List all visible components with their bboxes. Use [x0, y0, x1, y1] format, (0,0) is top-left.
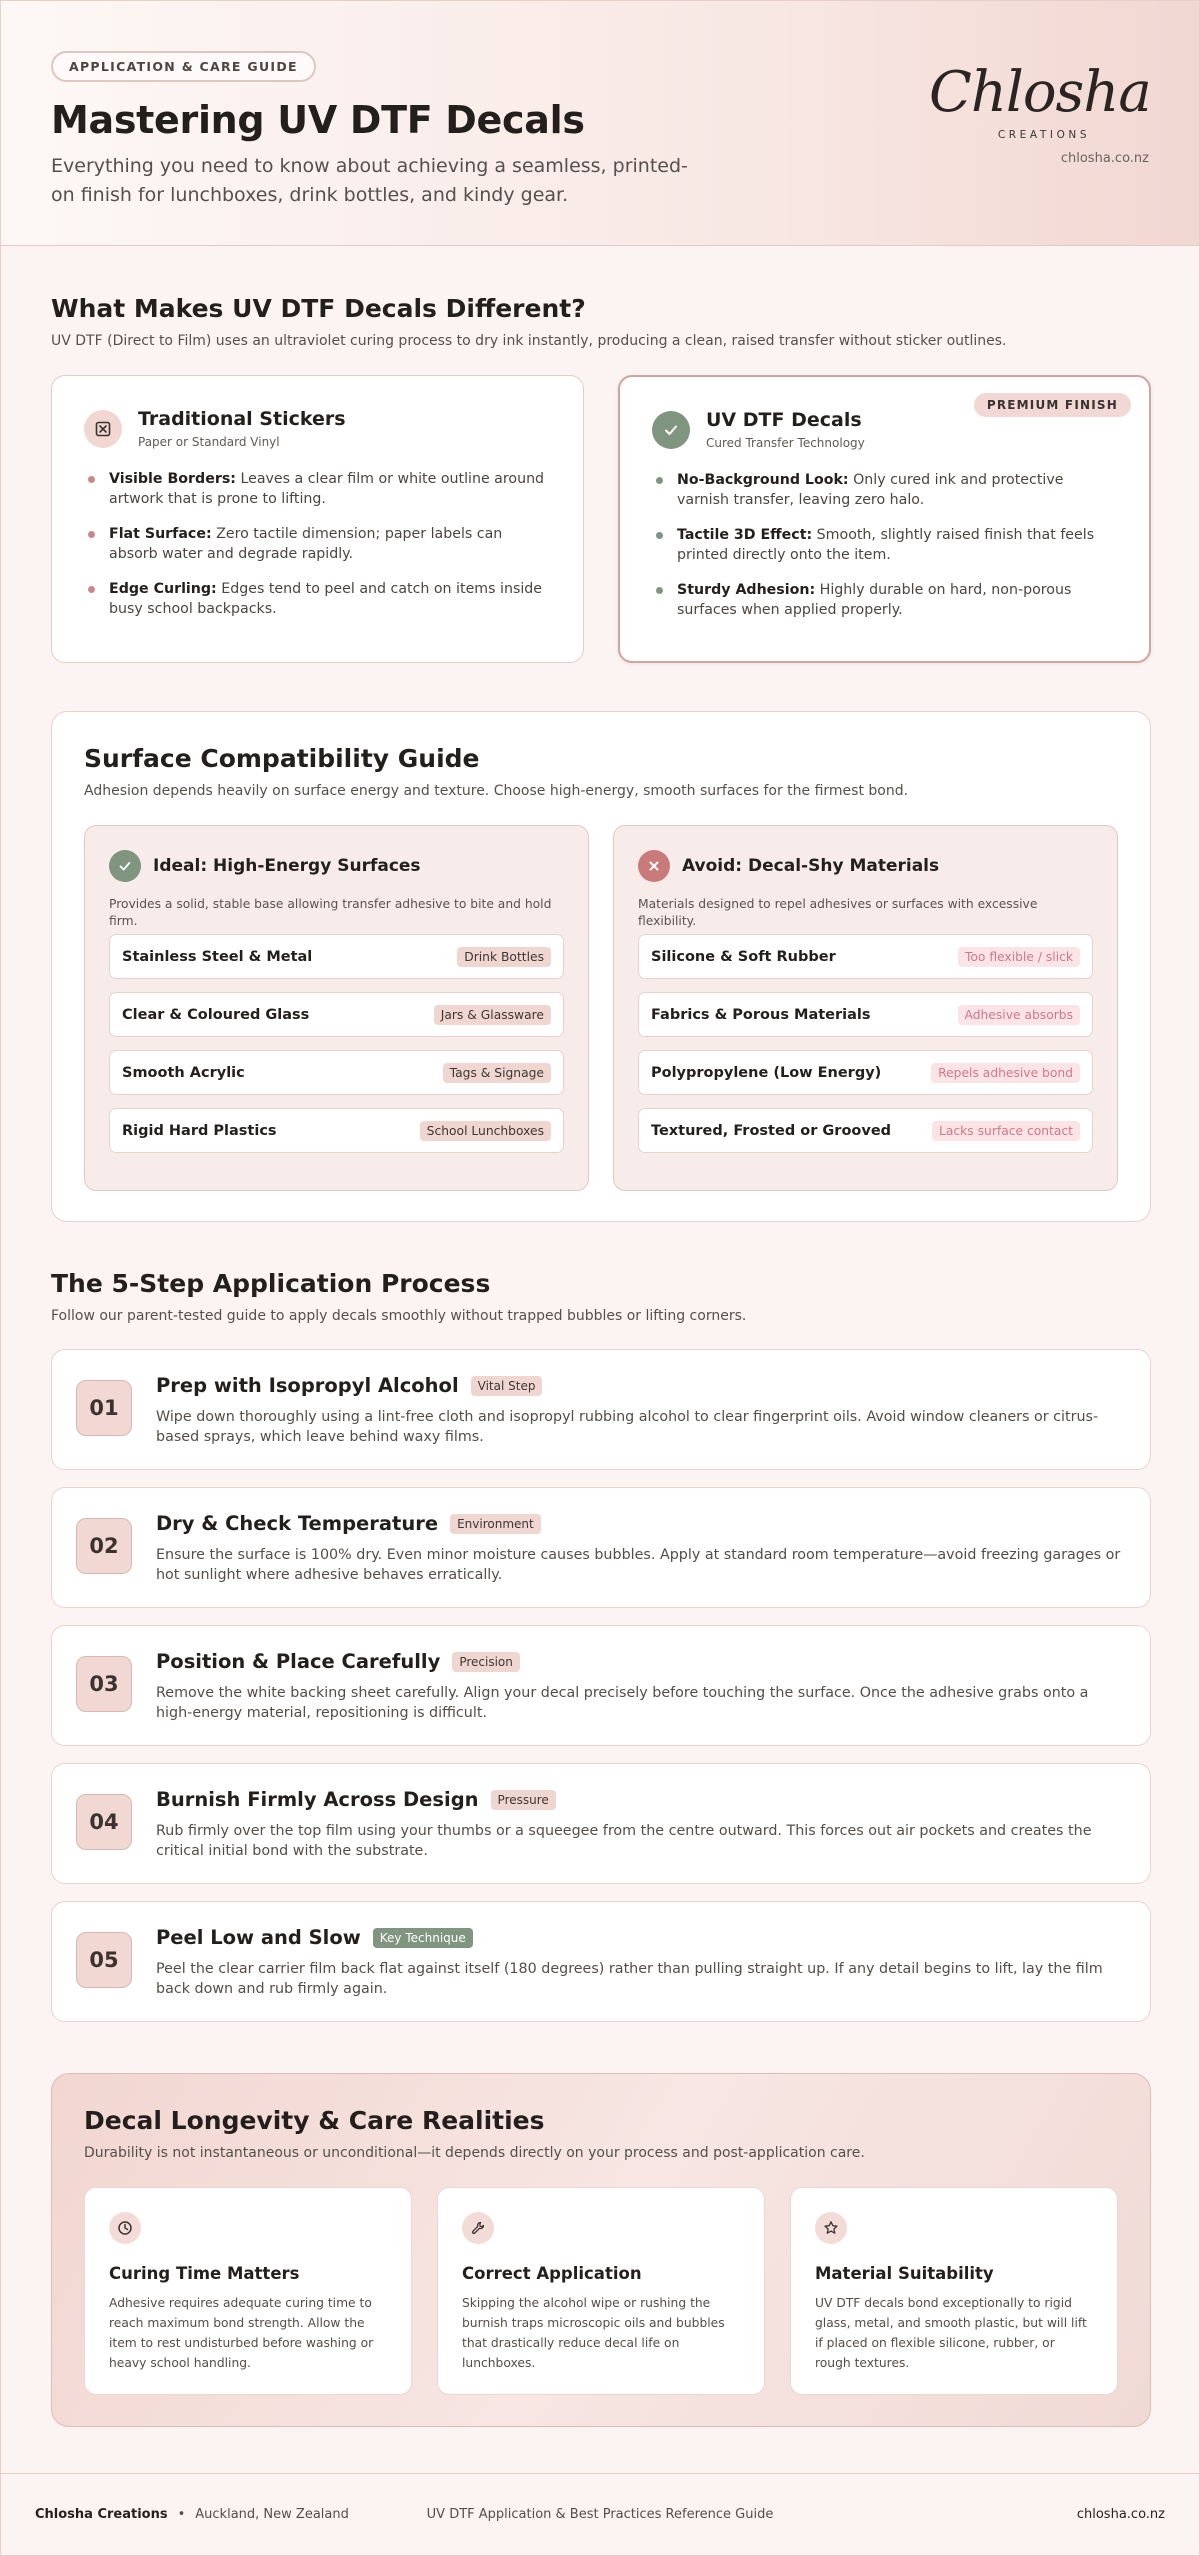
step-title: Prep with Isopropyl Alcohol	[156, 1374, 459, 1397]
premium-badge: PREMIUM FINISH	[974, 393, 1131, 417]
uvdtf-title: UV DTF Decals	[706, 409, 862, 431]
difference-subtitle: UV DTF (Direct to Film) uses an ultraviolet curing process to dry ink instantly, producing a clean, raised transfer without sticker outlines.	[51, 333, 1007, 349]
process-step	[51, 1763, 1151, 1884]
ideal-surface-item: Clear & Coloured Glass Jars & Glassware	[109, 992, 564, 1037]
footer-separator: •	[177, 2507, 186, 2522]
ideal-surface-item: Rigid Hard Plastics School Lunchboxes	[109, 1108, 564, 1153]
process-step	[51, 1901, 1151, 2022]
process-step	[51, 1625, 1151, 1746]
step-number: 05	[76, 1932, 132, 1988]
traditional-title: Traditional Stickers	[138, 408, 346, 430]
avoid-materials-panel	[613, 825, 1118, 1191]
care-section	[51, 2073, 1151, 2427]
footer-url[interactable]: chlosha.co.nz	[1076, 2507, 1165, 2522]
check-icon	[652, 411, 690, 449]
uvdtf-bullet: No-Background Look: Only cured ink and protective varnish transfer, leaving zero halo.	[652, 470, 1117, 510]
avoid-material-item: Textured, Frosted or Grooved Lacks surface contact	[638, 1108, 1093, 1153]
uv-dtf-card	[618, 375, 1151, 663]
difference-title: What Makes UV DTF Decals Different?	[51, 294, 586, 323]
compatibility-section	[51, 711, 1151, 1222]
process-step	[51, 1349, 1151, 1470]
uvdtf-subtitle: Cured Transfer Technology	[706, 436, 865, 450]
ideal-surface-item: Stainless Steel & Metal Drink Bottles	[109, 934, 564, 979]
step-title: Dry & Check Temperature	[156, 1512, 439, 1535]
avoid-description: Materials designed to repel adhesives or surfaces with excessive flexibility.	[638, 897, 1038, 928]
check-icon	[109, 850, 141, 882]
step-description: Remove the white backing sheet carefully. Align your decal precisely before touching the surface. Once the adhesive grabs onto a high-energy material, repositioning is difficult.	[156, 1685, 1089, 1721]
uvdtf-bullet: Tactile 3D Effect: Smooth, slightly raised finish that feels printed directly onto the item.	[652, 525, 1117, 565]
logo-subtitle: CREATIONS	[997, 129, 1091, 141]
footer-brand: Chlosha Creations	[35, 2507, 168, 2522]
ideal-surfaces-panel	[84, 825, 589, 1191]
step-title: Peel Low and Slow	[156, 1926, 361, 1949]
care-title: Decal Longevity & Care Realities	[84, 2106, 545, 2135]
star-icon	[815, 2212, 847, 2244]
ideal-description: Provides a solid, stable base allowing transfer adhesive to bite and hold firm.	[109, 897, 552, 928]
step-tag: Environment	[450, 1514, 541, 1534]
traditional-stickers-card	[51, 375, 584, 663]
step-tag: Pressure	[491, 1790, 556, 1810]
step-description: Ensure the surface is 100% dry. Even minor moisture causes bubbles. Apply at standard room temperature—avoid freezing garages or hot sunlight where adhesive behaves erratically.	[156, 1547, 1121, 1583]
ideal-surface-item: Smooth Acrylic Tags & Signage	[109, 1050, 564, 1095]
process-section	[51, 1269, 1151, 2039]
uvdtf-bullet: Sturdy Adhesion: Highly durable on hard, non-porous surfaces when applied properly.	[652, 580, 1117, 620]
care-card	[84, 2187, 412, 2395]
process-step	[51, 1487, 1151, 1608]
step-title: Position & Place Carefully	[156, 1650, 441, 1673]
compatibility-title: Surface Compatibility Guide	[84, 744, 480, 773]
care-card-title: Curing Time Matters	[109, 2264, 300, 2283]
difference-section	[51, 294, 1151, 663]
process-title: The 5-Step Application Process	[51, 1269, 491, 1298]
brand-logo	[929, 60, 1151, 166]
avoid-material-item: Fabrics & Porous Materials Adhesive absorbs	[638, 992, 1093, 1037]
care-card	[437, 2187, 765, 2395]
traditional-subtitle: Paper or Standard Vinyl	[138, 435, 280, 449]
step-number: 02	[76, 1518, 132, 1574]
ideal-title: Ideal: High-Energy Surfaces	[153, 856, 421, 876]
traditional-bullet: Edge Curling: Edges tend to peel and catch on items inside busy school backpacks.	[84, 579, 551, 619]
clock-icon	[109, 2212, 141, 2244]
step-number: 01	[76, 1380, 132, 1436]
traditional-bullet: Visible Borders: Leaves a clear film or white outline around artwork that is prone to lifting.	[84, 469, 551, 509]
step-number: 04	[76, 1794, 132, 1850]
step-description: Wipe down thoroughly using a lint-free cloth and isopropyl rubbing alcohol to clear fingerprint oils. Avoid window cleaners or citrus-based sprays, which leave behind waxy films.	[156, 1409, 1099, 1445]
logo-url[interactable]: chlosha.co.nz	[1060, 151, 1149, 166]
step-title: Burnish Firmly Across Design	[156, 1788, 479, 1811]
close-icon	[638, 850, 670, 882]
category-pill: APPLICATION & CARE GUIDE	[51, 51, 316, 82]
care-card-description: UV DTF decals bond exceptionally to rigid glass, metal, and smooth plastic, but will lift if placed on flexible silicone, rubber, or rough textures.	[815, 2296, 1087, 2370]
step-number: 03	[76, 1656, 132, 1712]
page-header	[1, 1, 1199, 246]
page-title: Mastering UV DTF Decals	[51, 98, 585, 142]
page-footer	[1, 2473, 1199, 2555]
avoid-material-item: Silicone & Soft Rubber Too flexible / slick	[638, 934, 1093, 979]
care-card-title: Material Suitability	[815, 2264, 994, 2283]
compatibility-subtitle: Adhesion depends heavily on surface energy and texture. Choose high-energy, smooth surfaces for the firmest bond.	[84, 783, 909, 799]
footer-location: Auckland, New Zealand	[195, 2507, 349, 2522]
page-lead: Everything you need to know about achieving a seamless, printed-on finish for lunchboxes, drink bottles, and kindy gear.	[51, 155, 688, 206]
step-description: Rub firmly over the top film using your thumbs or a squeegee from the centre outward. This forces out air pockets and creates the critical initial bond with the substrate.	[156, 1823, 1092, 1859]
wrench-icon	[462, 2212, 494, 2244]
logo-script: Chlosha	[929, 60, 1151, 125]
step-tag: Key Technique	[373, 1928, 473, 1948]
step-tag: Vital Step	[471, 1376, 543, 1396]
care-card-description: Adhesive requires adequate curing time to reach maximum bond strength. Allow the item to rest undisturbed before washing or heavy school handling.	[109, 2296, 374, 2370]
care-card-description: Skipping the alcohol wipe or rushing the burnish traps microscopic oils and bubbles that drastically reduce decal life on lunchboxes.	[462, 2296, 725, 2370]
x-box-icon	[84, 410, 122, 448]
footer-guide-title: UV DTF Application & Best Practices Reference Guide	[426, 2507, 774, 2522]
avoid-material-item: Polypropylene (Low Energy) Repels adhesive bond	[638, 1050, 1093, 1095]
care-card-title: Correct Application	[462, 2264, 642, 2283]
traditional-bullet: Flat Surface: Zero tactile dimension; paper labels can absorb water and degrade rapidly.	[84, 524, 551, 564]
step-description: Peel the clear carrier film back flat against itself (180 degrees) rather than pulling straight up. If any detail begins to lift, lay the film back down and rub firmly again.	[156, 1961, 1103, 1997]
process-subtitle: Follow our parent-tested guide to apply decals smoothly without trapped bubbles or lifting corners.	[51, 1308, 747, 1324]
step-tag: Precision	[452, 1652, 520, 1672]
care-card	[790, 2187, 1118, 2395]
care-subtitle: Durability is not instantaneous or unconditional—it depends directly on your process and post-application care.	[84, 2145, 865, 2161]
avoid-title: Avoid: Decal-Shy Materials	[682, 856, 940, 876]
